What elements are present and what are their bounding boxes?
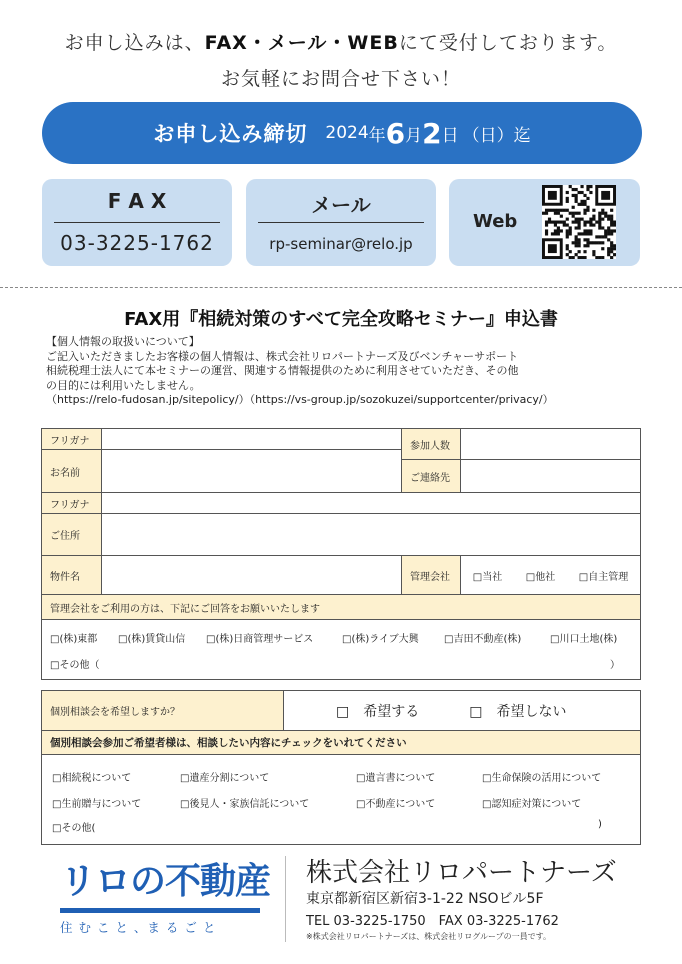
consult-choice [283, 690, 641, 731]
company-option[interactable]: □川口土地(株) [550, 634, 618, 645]
consult-no-checkbox[interactable]: □ 希望しない [469, 703, 567, 720]
form-title: FAX用『相続対策のすべて完全攻略セミナー』申込書 [124, 309, 558, 330]
topic-option[interactable]: □認知症対策について [482, 799, 582, 810]
company-address: 東京都新宿区新宿3-1-22 NSOビル5F [306, 891, 544, 907]
furigana-name-field[interactable] [101, 428, 442, 450]
topic-option[interactable]: □不動産について [356, 799, 436, 810]
mail-address[interactable]: rp-seminar@relo.jp [269, 235, 413, 253]
name-field[interactable] [101, 449, 402, 493]
mgmt-option-self[interactable]: □自主管理 [578, 571, 629, 583]
qr-code-icon[interactable] [542, 185, 616, 259]
company-option[interactable]: □(株)東都 [50, 634, 98, 645]
company-option[interactable]: □(株)日商管理サービス [206, 634, 314, 645]
web-card: Web [449, 179, 640, 266]
cut-line [0, 287, 682, 288]
company-name: 株式会社リロパートナーズ [306, 858, 617, 888]
topic-option[interactable]: □生命保険の活用について [482, 773, 602, 784]
topic-option[interactable]: □後見人・家族信託について [180, 799, 310, 810]
fax-number: 03-3225-1762 [60, 231, 214, 255]
topic-option[interactable]: □相続税について [52, 773, 132, 784]
mgmt-options [460, 555, 641, 595]
logo-main: リロの不動産 [60, 861, 271, 902]
deadline-banner: お申し込み締切 2024 年 6 月 2 日 （日）迄 [42, 102, 642, 164]
mgmt-note: 管理会社をご利用の方は、下記にご回答をお願いいたします [41, 594, 641, 620]
application-form: フリガナ 参加人数 お名前 ご連絡先 フリガナ ご住所 物件名 管理会社 □当社 □他社 □自主管理 管理会社をご利用の方は、下記にご回答をお願いいたします □(株)東都 □(株)賃貸山信 □(株)日商管理サービス □(株)ライブ大興 □吉田不動産(株) □川口土地(株) □その他（ ） [41, 428, 641, 680]
privacy-notice: 【個人情報の取扱いについて】 ご記入いただきましたお客様の個人情報は、株式会社リロパートナーズ及びベンチャーサポート 相続税理士法人にて本セミナーの運営、関連する情報提供のために利用させていただき、その他 の目的には利用いたしません。 （https://relo-fudosan.jp/sitepolicy/）（https://vs-group.jp/sozokuzei/supportcenter/privacy/） [46, 335, 554, 406]
mgmt-option-own[interactable]: □当社 [472, 571, 503, 583]
intro-line-1: お申し込みは、FAX・メール・WEBにて受付しております。 [64, 32, 618, 54]
address-field[interactable] [101, 513, 641, 556]
company-option[interactable]: □(株)ライブ大興 [342, 634, 419, 645]
topic-option[interactable]: □生前贈与について [52, 799, 142, 810]
property-field[interactable] [101, 555, 402, 595]
contact-field[interactable] [460, 459, 641, 493]
company-option-other[interactable]: □その他（ [50, 660, 100, 671]
consult-topics: □相続税について □遺産分割について □遺言書について □生命保険の活用について □生前贈与について □後見人・家族信託について □不動産について □認知症対策について □その他( ) [41, 754, 641, 845]
topic-option-other[interactable]: □その他( [52, 823, 96, 834]
furigana-address-field[interactable] [101, 492, 641, 514]
topic-option[interactable]: □遺産分割について [180, 773, 270, 784]
fax-card: F A X 03-3225-1762 [42, 179, 232, 266]
mgmt-company-list: □(株)東都 □(株)賃貸山信 □(株)日商管理サービス □(株)ライブ大興 □吉田不動産(株) □川口土地(株) □その他（ ） [41, 619, 641, 680]
company-logo [60, 853, 275, 938]
mail-card: メール rp-seminar@relo.jp [246, 179, 436, 266]
company-option[interactable]: □(株)賃貸山信 [118, 634, 186, 645]
consultation-form: 個別相談会を希望しますか？ □ 希望する □ 希望しない 個別相談会参加ご希望者様は、相談したい内容にチェックをいれてください □相続税について □遺産分割について □遺言書について □生命保険の活用について □生前贈与について □後見人・家族信託について □不動産について □認知症対策について □その他( ) [41, 690, 641, 845]
mgmt-option-other[interactable]: □他社 [525, 571, 556, 583]
intro-line-2: お気軽にお問合せ下さい！ [220, 68, 461, 90]
consult-instruction: 個別相談会参加ご希望者様は、相談したい内容にチェックをいれてください [41, 730, 641, 755]
consult-yes-checkbox[interactable]: □ 希望する [336, 703, 420, 720]
topic-option[interactable]: □遺言書について [356, 773, 436, 784]
attendees-field[interactable] [460, 428, 641, 460]
logo-tagline: 住 む こ と 、ま る ご と [60, 920, 217, 935]
group-note: ※株式会社リロパートナーズは、株式会社リログループの一員です。 [306, 932, 552, 941]
company-option[interactable]: □吉田不動産(株) [444, 634, 522, 645]
company-phone: TEL 03-3225-1750 FAX 03-3225-1762 [306, 914, 559, 929]
